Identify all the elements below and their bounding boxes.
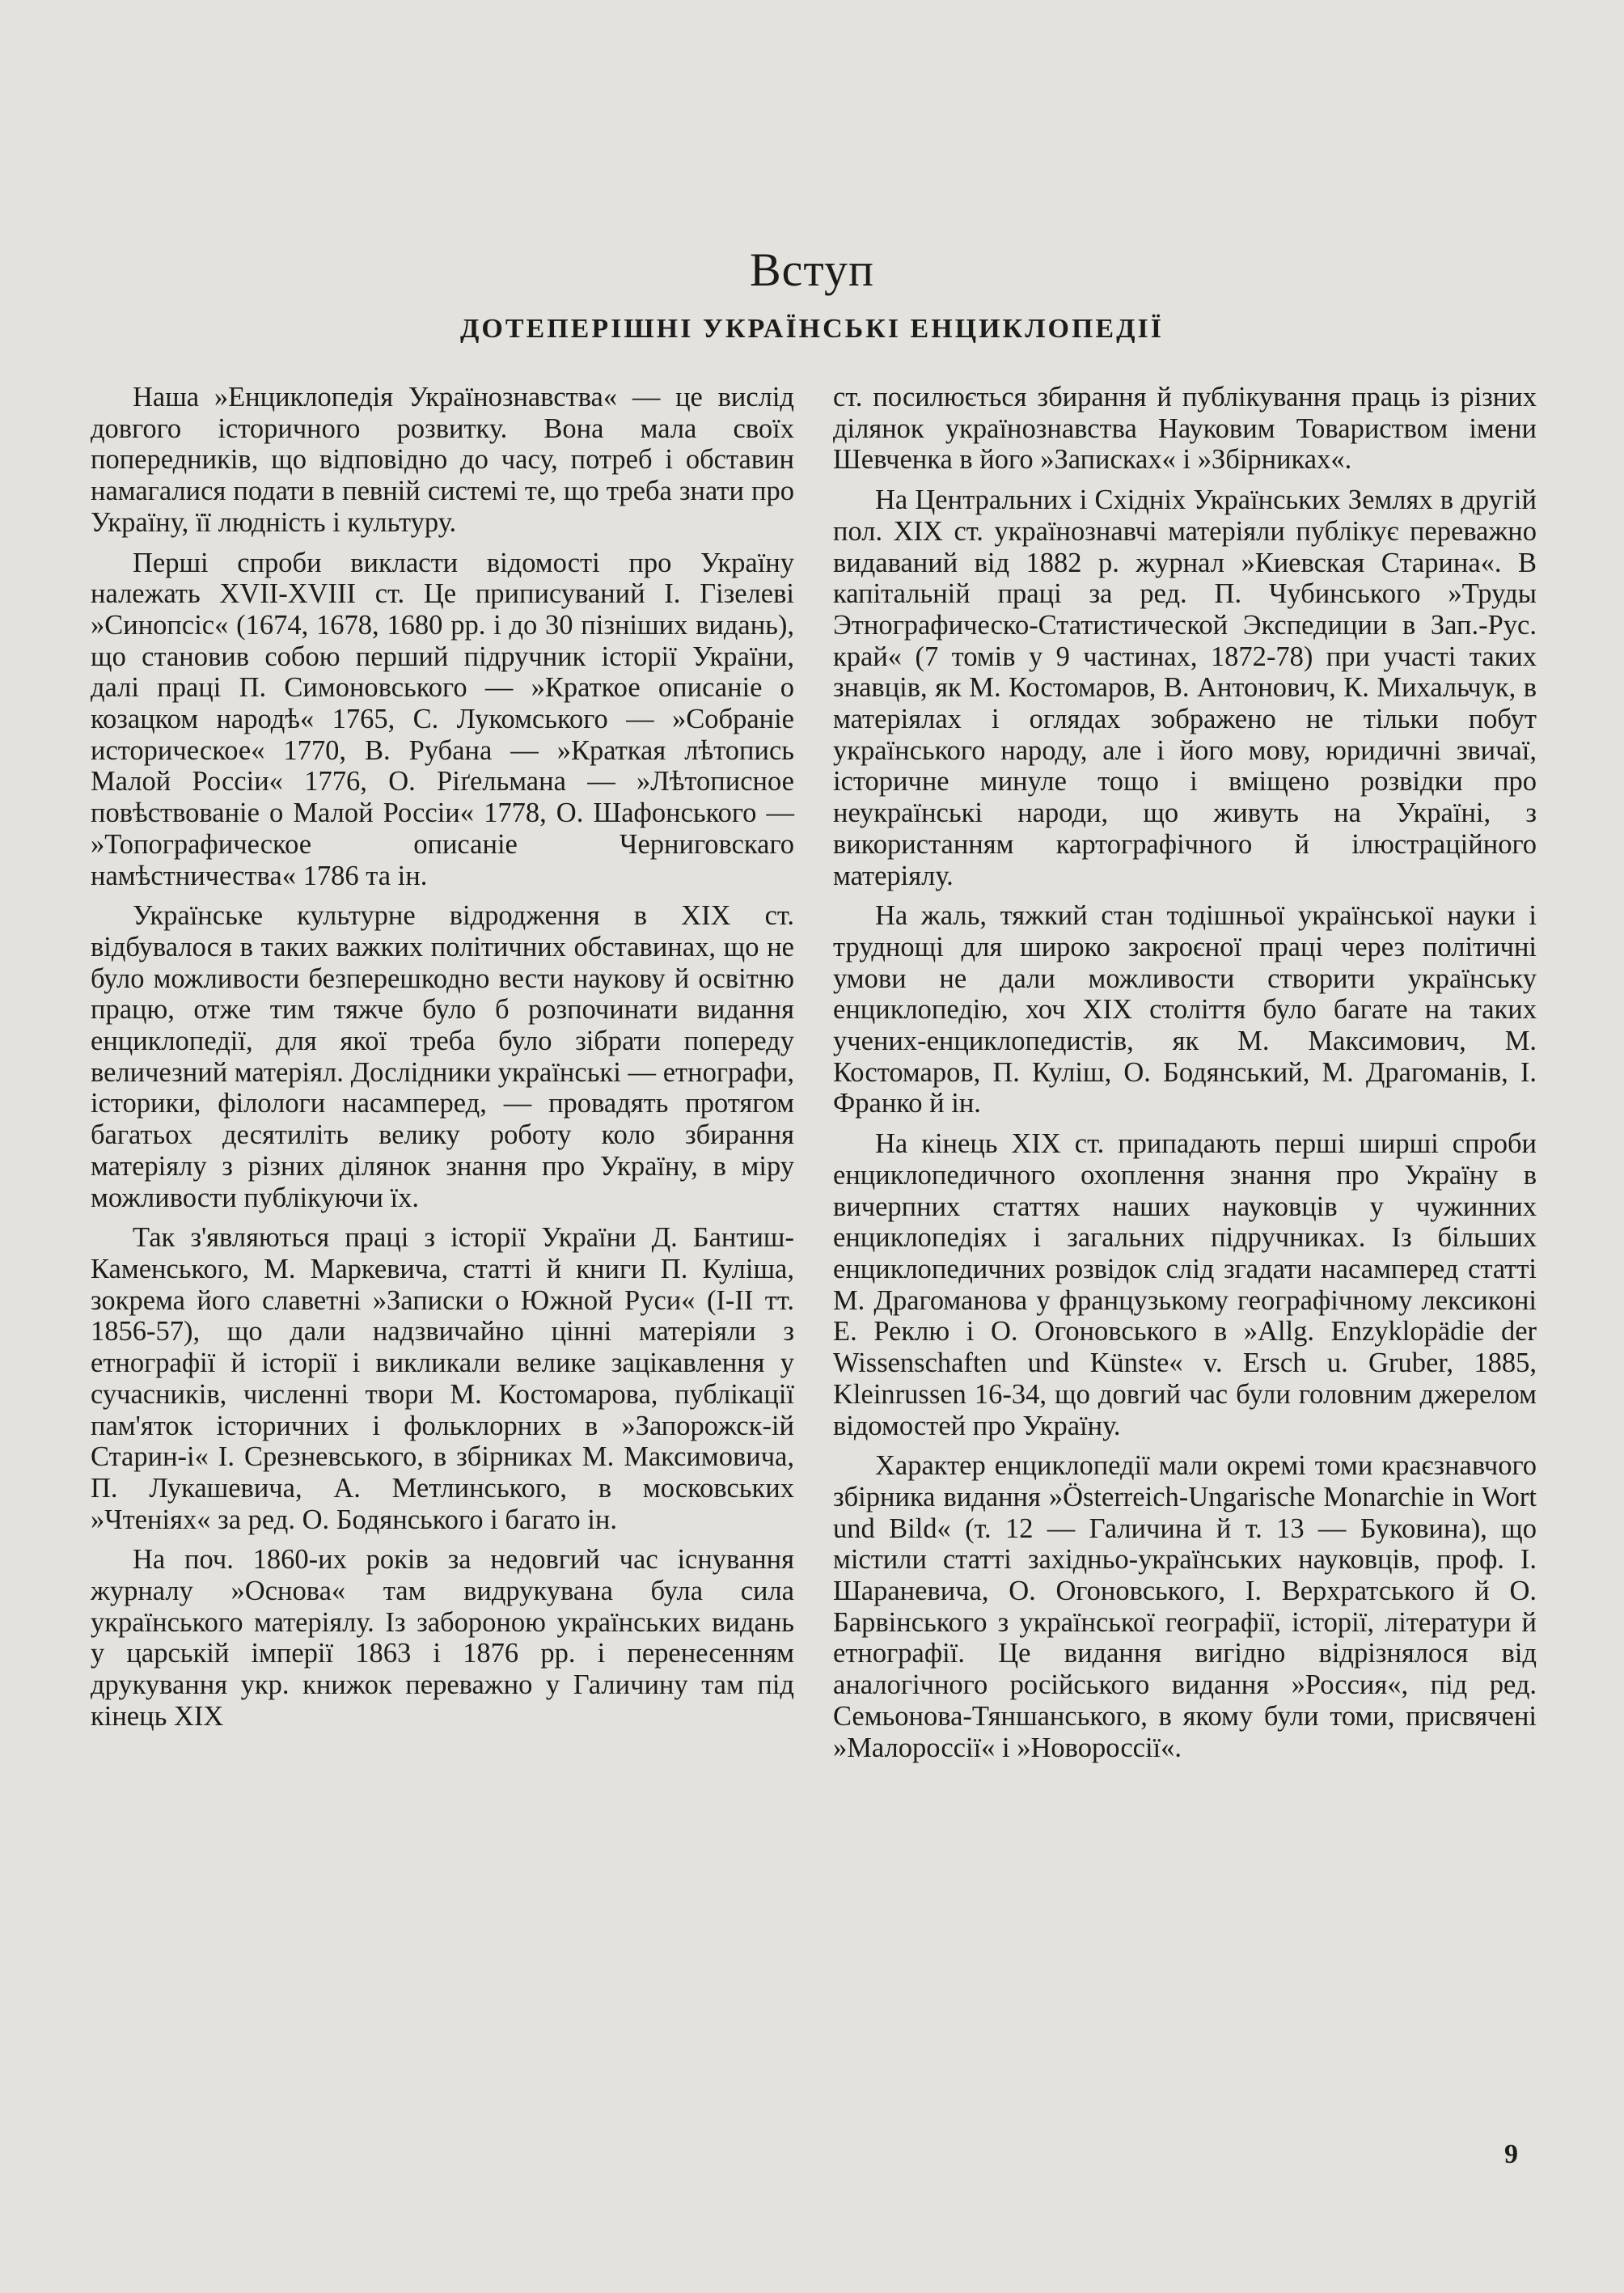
page-title: Вступ	[749, 243, 875, 296]
paragraph: Характер енциклопедії мали окремі томи краєзнавчого збірника видання »Österreich-Ungarische Monarchie in Wort und Bild« (т. 12 — Галичина й т. 13 — Буковина), що містили статті західньо-українських науковців, проф. І. Шараневича, О. Огоновського, І. Верхратського й О. Барвінського з української географії, історії, літератури й етнографії. Це видання вигідно відрізнялося від аналогічного російського видання »Россия«, під ред. Семьонова-Тяншанського, в якому були томи, присвячені »Малороссії« і »Новороссії«.	[833, 1450, 1537, 1763]
paragraph: На поч. 1860-их років за недовгий час існування журналу »Основа« там видрукувана була сила українського матеріялу. Із забороною українських видань у царській імперії 1863 і 1876 рр. і перенесенням друкування укр. книжок переважно у Галичину там під кінець XIX	[91, 1544, 794, 1732]
paragraph: Так з'являються праці з історії України Д. Бантиш-Каменського, М. Маркевича, статті й книги П. Куліша, зокрема його славетні »Записки о Южной Руси« (I-II тт. 1856-57), що дали надзвичайно цінні матеріяли з етнографії й історії і викликали велике зацікавлення у сучасників, численні твори М. Костомарова, публікації пам'яток історичних і фольклорних в »Запорожск-ій Старин-і« І. Срезневського, в збірниках М. Максимовича, П. Лукашевича, А. Метлинського, в московських »Чтеніях« за ред. О. Бодянського і багато ін.	[91, 1222, 794, 1535]
paragraph: Наша »Енциклопедія Українознавства« — це вислід довгого історичного розвитку. Вона мала своїх попередників, що відповідно до часу, потреб і обставин намагалися подати в певній системі те, що треба знати про Україну, її людність і культуру.	[91, 382, 794, 538]
paragraph: На жаль, тяжкий стан тодішньої української науки і труднощі для широко закроєної праці через політичні умови не дали можливости створити українську енциклопедію, хоч XIX століття було багате на таких учених-енциклопедистів, як М. Максимович, М. Костомаров, П. Куліш, О. Бодянський, М. Драгоманів, І. Франко й ін.	[833, 900, 1537, 1119]
paragraph: Перші спроби викласти відомості про Україну належать XVII-XVIII ст. Це приписуваний І. Гізелеві »Синопсіс« (1674, 1678, 1680 рр. і до 30 пізніших видань), що становив собою перший підручник історії України, далі праці П. Симоновського — »Краткое описаніе о козацком народѣ« 1765, С. Лукомського — »Собраніе историческое« 1770, В. Рубана — »Краткая лѣтопись Малой Россіи« 1776, О. Ріґельмана — »Лѣтописное повѣствованіе о Малой Россіи« 1778, О. Шафонського — »Топографическое описаніе Черниговскаго намѣстничества« 1786 та ін.	[91, 547, 794, 891]
paragraph: На кінець XIX ст. припадають перші ширші спроби енциклопедичного охоплення знання про Україну в вичерпних статтях наших науковців у чужинних енциклопедіях і загальних підручниках. Із більших енциклопедичних розвідок слід згадати насамперед статті М. Драгоманова у французькому географічному лексиконі Е. Реклю і О. Огоновського в »Allg. Enzyklopädie der Wissenschaften und Künste« v. Ersch u. Gruber, 1885, Kleinrussen 16-34, що довгий час були головним джерелом відомостей про Україну.	[833, 1128, 1537, 1441]
left-column	[91, 382, 794, 1741]
paragraph: Українське культурне відродження в XIX ст. відбувалося в таких важких політичних обставинах, що не було можливости безперешкодно вести наукову й освітню працю, отже тим тяжче було б розпочинати видання енциклопедії, для якої треба було зібрати попереду величезний матеріял. Дослідники українські — етнографи, історики, філологи насамперед, — провадять протягом багатьох десятиліть велику роботу коло збирання матеріялу з різних ділянок знання про Україну, в міру можливости публікуючи їх.	[91, 900, 794, 1213]
paragraph: ст. посилюється збирання й публікування праць із різних ділянок українознавства Науковим Товариством імени Шевченка в його »Записках« і »Збірниках«.	[833, 382, 1537, 476]
right-column	[833, 382, 1537, 1772]
section-subtitle: ДОТЕПЕРІШНІ УКРАЇНСЬКІ ЕНЦИКЛОПЕДІЇ	[460, 314, 1164, 344]
paragraph: На Центральних і Східніх Українських Землях в другій пол. XIX ст. українознавчі матеріяли публікує переважно видаваний від 1882 р. журнал »Киевская Старина«. В капітальній праці за ред. П. Чубинського »Труды Этнографическо-Статистической Экспедиции в Зап.-Рус. край« (7 томів у 9 частинах, 1872-78) при участі таких знавців, як М. Костомаров, В. Антонович, К. Михальчук, в матеріялах і оглядах зображено не тільки побут українського народу, але і його мову, юридичні звичаї, історичне минуле тощо і вміщено розвідки про неукраїнські народи, що живуть на Україні, з використанням картографічного й ілюстраційного матеріялу.	[833, 484, 1537, 891]
page-number: 9	[1504, 2139, 1518, 2169]
